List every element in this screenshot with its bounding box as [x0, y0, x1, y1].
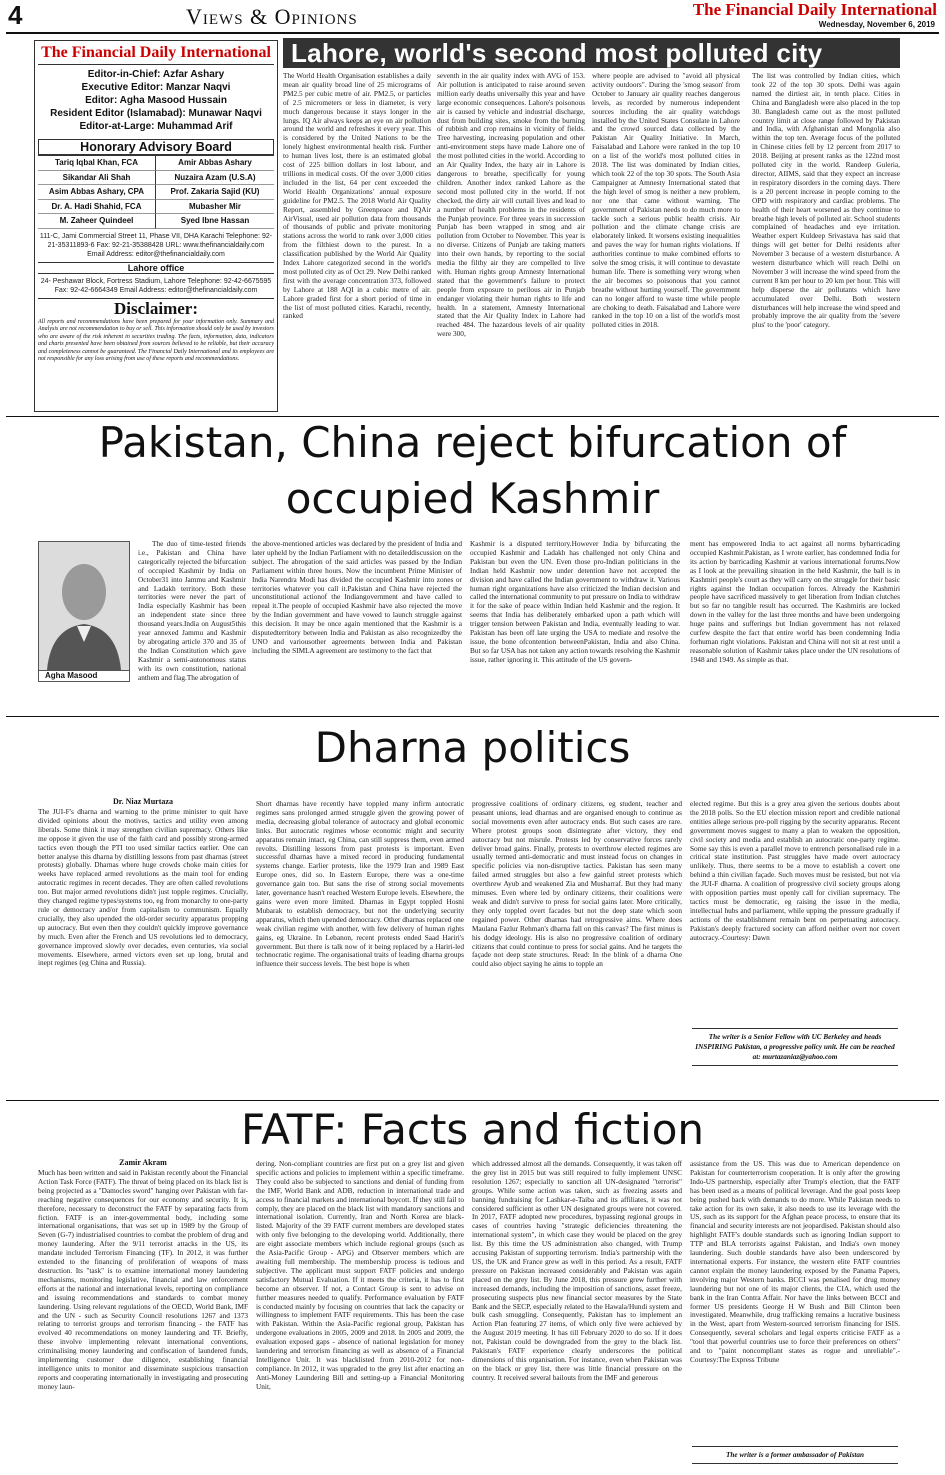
article3-author-note: The writer is a Senior Fellow with UC Berkeley and heads INSPIRING Pakistan, a progressive policy unit. He can be reached at: murtazaniaz@yahoo.com: [692, 1028, 898, 1066]
article2-headline-line1: Pakistan, China reject bifurcation of: [98, 418, 847, 467]
section-rule: [6, 1100, 939, 1101]
article4-author-note: The writer is a former ambassador of Pakistan: [692, 1446, 898, 1464]
article2-column-2: the above-mentioned articles was declared by the president of India and later upheld by the Indian Parliament with no detaileddiscussion on the subject. The abrogation of the said articles was passed by the Indian Parliament within three hours. Now the incumbent Prime Minister of India Narendra Modi has divided the occupied Kashmir into zones or territories whatever you call it.Pakistan and China have rejected the unconstitutional actionof the Indiangovernment and have called to repeal it.The people of occupied Kashmir have also rejected the move by the Indian government and have vowed to launch struggle against this decision. It may be once again mentioned that the Kashmir is a disputedterritory between India and Pakistan as also recognizedby the UNO and variousother agreements between India and Pakistan including the SIMLA agreement are testimony to the fact that: [252, 540, 462, 655]
article2-column-4: ment has empowered India to act against all norms byharricading occupied Kashmir.Pakistan, as I wrote earlier, has condemned India for its action by barricading Kashmir at various international forums.Now as I look at the prevailing situation in the held Kashmir, the ball is in Kashmiri people's court as they will carry on the struggle for their basic rights against the Indian occupation forces. Already the Kashmiri people have sacrificed massively to get liberation from Indian clutches but so far no tangible result has occurred. The Kashmiris are locked down in the valley for the last three months and have been undergoing huge pains and sufferings but Indian government has not relaxed curfew despite the fact that entire world has been condemning India forhuman right violations. Pakistan and China will not sit at rest until a reasonable solution of Kashmir takes place under the UN resolutions of 1948 and 1949. As simple as that.: [690, 540, 900, 664]
advisor-name: Tariq Iqbal Khan, FCA: [38, 156, 156, 171]
editor-line: Editor: Agha Masood Hussain: [85, 95, 227, 106]
advisory-board-title: Honorary Advisory Board: [38, 139, 274, 155]
article1-column-1: The World Health Organisation establishes a daily mean air quality broad line of 25 micrograms of PM2.5 per cubic metre of air. PM2.5, or particles of 2.5 micrometers or less in diameter, is very much dangerous because it stays longer in the lungs. IQ Air always keeps an eye on air pollution around the world and refreshes it every year. This is considered by the United Nations to be the lonely highest environmental health risk. Further to human lives lost, there is an estimated global cost of 225 billion dollars in lost labour, and trillions in medical costs. Of the over 3,000 cities included in the list, 64 per cent exceeded the World Health Organizations' annual exposure guideline for PM2.5. The 2018 World Air Quality Report, assembled by Greenpeace and IQAir AirVisual, used air pollution data from thousands of thousands of public and private monitoring stations across the world to rank over 3,000 cities from the filthiest down to the purest. In a classification published by the World Air Quality Index Lahore categorized second in the world's most polluted city as of Oct 29. New Delhi ranked first with the average concentration 373, followed by Lahore at 188 AQI in a cubic metre of air. Lahore graded first for a short period of time in the list of most polluted cities. Karachi, recently, ranked: [283, 72, 431, 321]
author-photo-caption: Agha Masood: [38, 671, 130, 682]
section-rule: [6, 716, 939, 717]
advisor-name: Asim Abbas Ashary, CPA: [38, 185, 156, 200]
lahore-address: 24- Peshawar Block, Fortress Stadium, Lahore Telephone: 92-42-6675595 Fax: 92-42-6664349 Email Address: editor@thefinancialdaily.com: [40, 277, 272, 294]
article1-headline: Lahore, world's second most polluted city: [283, 38, 900, 68]
masthead-brand: The Financial Daily International: [38, 44, 274, 65]
editor-line: Editor-at-Large: Muhammad Arif: [79, 121, 233, 132]
masthead-box: [34, 40, 278, 412]
article1-column-2: seventh in the air quality index with AVG of 153. Air pollution is anticipated to raise around seven million early deaths universally this year and have large economic consequences. Lahore's poisonous air is caused by vehicle and industrial discharge, dust from building sites, smoke from the burning of rubbish and crop remains in vicinity of fields. Tree harvesting, increasing population and other anti-environment steps have made Lahore one of the most polluted cities in the world. According to an Air Quality Index, the hazy air in Lahore is dangerous to breathe, specifically for young children. Another index ranked Lahore as the second most polluted city in the world. If not checked, the dirty air will curtail lives and lead to a number of health problems in the residents of the Punjab province. For three years in succession Punjab has been wrapped in smog and air pollution from October to November. This year is no diverse. Citizens of Punjab are taking matters into their own hands, by reporting to the social media the filthy air they are compelled to live with. Human rights group Amnesty International stated that the government's failure to protect people from exposure to perilous air in Punjab endanger violating their human rights to life and health. In a statement, Amnesty International stated that the Air Quality Index in Lahore had reached 484. The hazardous levels of air quality were 300,: [437, 72, 585, 339]
article3-byline: Dr. Niaz Murtaza: [113, 797, 173, 806]
karachi-address: 111-C, Jami Commercial Street 11, Phase VII, DHA Karachi Telephone: 92-21-35311893-6 Fax: 92-21-35388428 URL: www.thefinancialdaily.com Email Address: editor@thefinancialdaily.com: [39, 232, 273, 258]
article4-column-4: assistance from the US. This was due to American dependence on Pakistan for counterterrorism cooperation. It is only after the growing Indo-US partnership, especially after Trump's election, that the FATF has been used as a means of political leverage. And the goal posts keep being pushed back with demands to do more. While Pakistan needs to take action for its own sake, it also needs to use its leverage with the US, such as its support for the Afghan peace process, to ensure that its financial and security interests are not jeopardised. Pakistan should also highlight FATF's double standards such as ignoring Indian support to TTP and BLA terrorists against Pakistan, and India's own money laundering. Such double standards have also been underscored by international experts. For instance, the western elite FATF countries cannot explain the money laundering exposed by the Panama Papers, involving major Western banks. BCCI was penalised for drug money laundering but not one of its major clients, the CIA, which used the bank in the Iran Contra Affair. Nor have the links between BCCI and former US presidents George H W Bush and Bill Clinton been investigated. Meanwhile, drug trafficking remains a lucrative business in the West, apart from Western-sourced terrorism financing for ISIS. Consequently, several scholars and legal experts criticise FATF as a "tool that powerful countries use to force their preferences on others" and to "paint noncompliant states as rogue and unreliable".-Courtesy:The Express Tribune: [690, 1160, 900, 1364]
header-brand: The Financial Daily International: [692, 0, 937, 19]
page-number: 4: [8, 0, 23, 30]
advisor-name: Syed Ibne Hassan: [156, 214, 274, 229]
advisor-name: Amir Abbas Ashary: [156, 156, 274, 171]
article2-column-1: The duo of time-tested friends i.e., Pakistan and China have categorically rejected the bifurcation of occupied Kashmir by India on October31 into Jammu and Kashmir and Ladakh territory. Both these territories were never the part of India especially Kashmir has been an independent state since three thousand years.India on August5this year annexed Jammu and Kashmir by abrogating article 370 and 35 of the Indian Constitution which gave Kashmir a semi-autonomous status with its own constitution, national anthem and flag.The abrogation of: [138, 540, 246, 682]
article4-byline: Zamir Akram: [119, 1158, 167, 1167]
advisor-name: Sikandar Ali Shah: [38, 171, 156, 186]
editor-line: Editor-in-Chief: Azfar Ashary: [87, 69, 225, 80]
article4-headline: FATF: Facts and fiction: [240, 1105, 705, 1154]
advisor-name: Nuzaira Azam (U.S.A): [156, 171, 274, 186]
article2-headline-line2: occupied Kashmir: [285, 474, 660, 523]
article4-column-1: Much has been written and said in Pakistan recently about the Financial Action Task Force (FATF). The threat of being placed on its black list is being projected as a "Damocles sword" hanging over Pakistan with far-reaching negative consequences for our economy and security. It is, therefore, necessary to deconstruct the FATF by separating facts from fiction. FATF is an inter-governmental body, including some international organisations, that was set up in 1989 by the Group of Seven (G-7) industrialised countries to combat the problem of drug and money laundering. After the 9/11 terrorist attacks in the US, its mandate included Terrorism Financing (TF). In 2012, it was further extended to the financing of proliferation of weapons of mass destruction. Its "task" is to examine international money laundering mechanisms, monitoring legislative, financial and law enforcement efforts at the national and international levels, reporting on compliance and issuing recommendations and standards to combat money laundering. Using relevant regulations of the OECD, World Bank, IMF and the UN - such as Security Council resolutions 1267 and 1373 relating to terrorist groups and terrorism financing - the FATF has evolved 40 recommendations on money laundering and TF. Briefly, these involve implementing relevant international conventions, criminalising money laundering and confiscation of laundered funds, implementing customer due diligence, establishing financial intelligence units to monitor and disseminate suspicious transaction reports and cooperating internationally in investigating and prosecuting money laun-: [38, 1169, 248, 1391]
article1-column-4: The list was controlled by Indian cities, which took 22 of the top 30 spots. Delhi was again named the dirtiest air, in tenth place. Cities in China and Bangladesh were also placed in the top 30. Bangladesh came out as the most polluted country limit at close range followed by Pakistan and India, with Afghanistan and Mongolia also within the top ten. Average focus of the polluted in Chinese cities fell by 12 percent from 2017 to 2018. Beijing at present ranks as the 122nd most polluted city in the world. Randeep Guleria, director, AIIMS, said that they expect an increase in respiratory disorders in the coming days. There is a 20 percent increase in people coming to the OPD with respiratory and cardiac problems. The health of their heart worsened as they continue to breathe high levels of polluted air. School students complained of headaches and eye irritation. Weather expert Kuldeep Srivastava has said that things will get better for Delhi residents after November 3 because of a western disturbance. A western disturbance which will reach Delhi on November 3 will increase the wind speed from the current 8 km per hour to 20 km per hour. This will help disperse the air pollutants which have accumulated over Delhi. Both western disturbances will help increase the wind speed and probably improve the air quality from the 'severe plus' to the 'poor' category.: [752, 72, 900, 330]
editor-line: Resident Editor (Islamabad): Munawar Naqvi: [50, 108, 262, 119]
author-photo: [38, 541, 130, 671]
article2-column-1-top: [138, 540, 246, 684]
advisor-name: Dr. A. Hadi Shahid, FCA: [38, 200, 156, 215]
header-rule: [6, 32, 939, 34]
article3-column-4: elected regime. But this is a grey area given the serious doubts about the 2018 polls. So the EU election mission report and credible national entities allege serious pre-poll rigging by the security apparatus. Recent government moves suggest to many a plan to weaken the opposition, civil society and media and establish an autocratic one-party regime. Some say this is even a parallel move to entrench personalised rule in a critical state institution. Past struggles have made overt autocracy unlikely. Thus, there seems to be a move to establish a covert one behind a thin civilian façade. Such moves must be resisted, but not via the JUI-F dharna. A coalition of progressive civil society groups along with opposition parties must openly call for civilian supremacy. The tactics must be democratic, eg raising the issue in the media, intellectual hubs and parliament, while upping the pressure gradually if actions of the establishment remain bent on perpetuating autocracy. Pakistan's deeply fractured society can afford neither overt nor covert autocracy.-Courtesy: Dawn: [690, 800, 900, 942]
disclaimer-title: Disclaimer:: [38, 298, 274, 319]
header-date: Wednesday, November 6, 2019: [818, 20, 935, 29]
article3-column-3: progressive coalitions of ordinary citizens, eg student, teacher and peasant unions, lead dharnas and are organised enough to continue as social movements even after autocracy ends. But such cases are rare. Where protest groups soon disintegrate after victory, they end autocracy but not misrule. Protests led by conservative forces rarely deliver broad gains. Finally, protests to overthrow elected regimes are usually termed anti-democratic and must instead focus on changes in specific policies via non-disruptive tactics. Pakistan has seen many failed armed struggles but also a few gainful street protests which overthrew Ayub and weakened Zia and Musharraf. But they had many minuses. Even where led by ordinary citizens, their coalitions were weak and didn't survive to press for social gains later. More critically, they only toppled overt facades but not the deep state which soon regained power. Other dharnas had retrogressive aims. Where does Maulana Fazlur Rehman's dharna fall on this canvas? The first minus is his dodgy ideology. His is also no progressive coalition of ordinary citizens that could continue to press for social gains. And he targets the façade not deep state structures. Read: In the blink of a dharna One could also object saying he aims to topple an: [472, 800, 682, 969]
section-rule: [6, 416, 939, 417]
disclaimer-text: All reports and recommendations have been prepared for your information only. Summary and Analysis are not recommendation to buy or sell. This information should only be used by investors who are aware of the risk inherent in securities trading. The facts, information, data, indicators and charts presented have been obtained from sources believed to be reliable, but their accuracy and completeness cannot be guaranteed. The Financial Daily International and its employees are not responsible for any loss arising from use of these reports and recommendations.: [38, 318, 274, 362]
article3-headline: Dharna politics: [314, 723, 631, 772]
article3-column-1: The JUI-F's dharna and warning to the prime minister to quit have divided opinions about the motives, tactics and utility even among liberals. Some think it may strengthen civilian supremacy. Others like me oppose it given the use of the faith card and possibly strong-armed tactics even though the PTI too used similar tactics earlier. One can better analyse this dharna by distilling lessons from past dharnas (street protests) globally. Dharnas where huge crowds choke main cities for weeks have replaced armed revolutions as the main tool for ending autocratic regimes in recent decades. They are often called revolutions too. But major armed revolutions didn't just topple regimes. Crucially, they changed regime types/systems too, eg from monarchy to one-party rule or democracy and/or from capitalism to communism. Equally crucially, they also upended the old-order security apparatus propping up autocracy. But even then they couldn't quickly improve governance by much. Even after the French and US revolutions led to democracy, governance improved slowly over decades, even centuries, via social movements. Elsewhere, armed victors even set up long, brutal and inept regimes (eg China and Russia).: [38, 808, 248, 968]
advisor-name: Prof. Zakaria Sajid (KU): [156, 185, 274, 200]
article2-column-3: Kashmir is a disputed territory.However India by bifurcating the occupied Kashmir and Ladakh has challenged not only China and Pakistan but even the UN. Even those pro-Indian politicians in the Indian held Kashmir now under detention have not accepted the division and have called the Indian government to withdraw it. Various human right organizations have also criticized the Indian decision and called the international community to put pressure on India to withdraw it for the sake of peace within Indian held Kashmir and the region. It seems that India has deliberately embarked upon a path which will trigger tension between Pakistan and India, eventually leading to war. Pakistan has been off late urging the USA to mediate and resolve the issue, the bone ofcontention betweenPakistan, India and also China. But so far USA has not taken any action towards resolving the Kashmir issue, rather ignoring it. This attitude of the US govern-: [470, 540, 680, 664]
advisor-name: Mubasher Mir: [156, 200, 274, 215]
section-title: Views & Opinions: [186, 4, 358, 29]
lahore-office-title: Lahore office: [38, 262, 274, 274]
editor-line: Executive Editor: Manzar Naqvi: [81, 82, 231, 93]
advisor-name: M. Zaheer Quindeel: [38, 214, 156, 229]
advisory-board-list: [38, 155, 274, 229]
article4-column-3: which addressed almost all the demands. Consequently, it was taken off the grey list in 2015 but was still required to fully implement UNSC resolution 1267; especially to sanction all UN-designated "terrorist" groups. While some action was taken, such as freezing assets and banning fundraising for Lashkar-e-Taiba and its affiliates, it was not considered sufficient as other UN designated groups were not covered. In 2017, FATF adopted new procedures, bypassing regional groups in cases of countries having "strategic deficiencies threatening the international system", in which case they would be placed on the grey list. By this time the US administration also changed, with Trump accusing Pakistan of supporting terrorism. India's partnership with the US, the UK and France grew as well in this period. As a result, FATF pressure on Pakistan increased considerably and Pakistan was again placed on the grey list. By June 2018, this pressure grew further with increased demands, including the imposition of sanctions, asset freeze, prosecuting suspects plus new financial sector measures by the State Bank and the SECP, especially related to the Hawala/Hundi system and bulk cash smuggling. Consequently, Pakistan has to implement an Action Plan featuring 27 items, of which only five were achieved by the August 2019 meeting. It has till February 2020 to do so. If it does not, Pakistan could be downgraded from the grey to the black list. Pakistan's FATF experience clearly underscores the political dimensions of this organisation. For instance, even when Pakistan was on the black or grey list, there was little financial pressure on the country. It received several bailouts from the IMF and generous: [472, 1160, 682, 1382]
article3-column-2: Short dharnas have recently have toppled many infirm autocratic regimes sans prolonged armed struggle given the growing power of media, decreasing global tolerance of autocracy and global economic links. But autocratic regimes whose economic might and security apparatus remain intact, eg China, can still suppress them, even armed revolts. Distilling lessons from past protests is important. Even successful dharnas have a mixed record in producing fundamental systems change. Earlier protests, like the 1979 Iran and 1989 East Europe ones, did so. In Eastern Europe, there was a one-time governance gain too. But sans the rise of strong social movements later, governance hasn't reached Western Europe levels. Elsewhere, the gains were even more limited. Dharnas in Egypt toppled Hosni Mubarak to establish democracy, but not the underlying security apparatus, which then upended democracy. Other dharnas replaced one weak civilian regime with another, with few delivery of human rights gains, eg Ukraine. In Lebanon, recent protests ended Saad Hariri's government. But there is talk now of it being replaced by a Hariri-led technocratic regime. The organisational traits of leading dharna groups influence their success levels. The best hope is when: [256, 800, 464, 969]
article1-column-3: where people are advised to "avoid all physical activity outdoors". During the 'smog season' from October to January air quality reaches dangerous levels, as recorded by numerous independent sources including the air quality watchdogs installed by the United States Consulate in Lahore and the crowd sourced data collected by the Pakistan Air Quality Initiative. In March, Faisalabad and Lahore were ranked in the top 10 on a list of the world's most polluted cities in 2018. The list was dominated by Indian cities, which took 22 of the top 30 spots. The South Asia Campaigner at Amnesty International stated that the high level of smog is neither a new problem, nor one that came without warning. The government of Pakistan needs to do much more to tackle such a serious public health crisis. Air pollution and the climate change crisis are elaborately linked. It worsens existing inequalities and paves the way for human rights violations. If authorities continue to make combined efforts to solve the smog crisis, it will continue to devastate human life. There is something very wrong when the air becomes so poisonous that you cannot breathe without hurting yourself. The government can no longer afford to waste time while people are choking to death. Faisalabad and Lahore were ranked in the top 10 on a list of the world's most polluted cities in 2018.: [592, 72, 740, 330]
article4-column-2: dering. Non-compliant countries are first put on a grey list and given specific actions and policies to implement within a specific timeframe. They could also be subjected to sanctions and denial of funding from the IMF, World Bank and ADB, reduction in international trade and access to financial markets and international boycott. If they still fail to comply, they are placed on the black list with mandatory sanctions and international isolation. Currently, Iran and North Korea are black-listed. Majority of the 39 FATF current members are developed states with only five belonging to the developing world. Additionally, there are eight associate members which include regional groups (such as the Asia-Pacific Group - APG) and Observer members which are awaiting full membership. The membership process is tedious and subjective. The applicant must support FATF policies and undergo satisfactory Mutual Evaluation. If it meets the criteria, it has to first become an observer. If not, a Contact Group is sent to advise on further measures needed to qualify. Performance evaluation by FATF is conducted mainly by focusing on countries that lack the capacity or willingness to implement FATF requirements. This has been the case with Pakistan. Within the Asia-Pacific regional group, Pakistan has undergone evaluations in 2005, 2009 and 2018. In 2005 and 2009, the evaluation exposed gaps - absence of national legislation for money laundering and terrorism financing as well as absence of a Financial Intelligence Unit. It was blacklisted from 2010-2012 for non-compliance. In 2012, it was upgraded to the grey list after enacting an Anti-Money Laundering Bill and setting-up a Financial Monitoring Unit,: [256, 1160, 464, 1391]
